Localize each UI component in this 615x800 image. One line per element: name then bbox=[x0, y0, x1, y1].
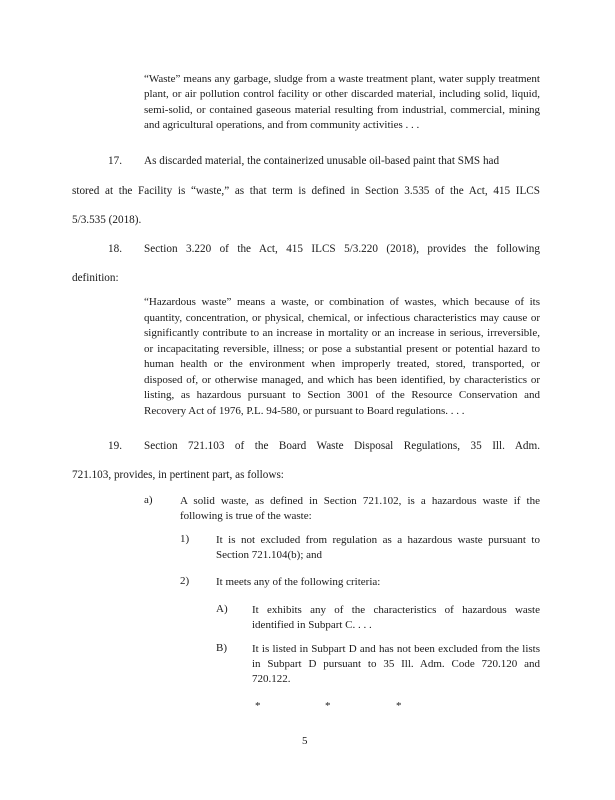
list-item-a-text: A solid waste, as defined in Section 721.102, is a hazardous waste if the following is true of the waste: bbox=[180, 495, 540, 522]
hazardous-waste-definition-quote: “Hazardous waste” means a waste, or combination of wastes, which because of its quantity, concentration, or physical, chemical, or infectious characteristics may cause or significantly contribute to an increase in mortality or an increase in serious, irreversible, or incapacitating reversible, illness; or pose a substantial present or potential hazard to human health or the environment when improperly treated, stored, transported, or disposed of, or otherwise managed, and which has been identified, by characteristics or listing, as hazardous pursuant to Section 3001 of the Resource Conservation and Recovery Act of 1976, P.L. 94-580, or pursuant to Board regulations. . . . bbox=[144, 296, 540, 417]
list-item-1-text: It is not excluded from regulation as a hazardous waste pursuant to Section 721.104(b); and bbox=[216, 534, 540, 561]
paragraph-18-line-2: definition: bbox=[72, 272, 119, 284]
waste-definition-quote: “Waste” means any garbage, sludge from a waste treatment plant, water supply treatment plant, or air pollution control facility or other discarded material, including solid, liquid, semi-solid, or contained gaseous material resulting from industrial, commercial, mining and agricultural operations, and from community activities . . . bbox=[144, 73, 540, 132]
paragraph-17-line-2: stored at the Facility is “waste,” as that term is defined in Section 3.535 of the Act, 415 ILCS bbox=[72, 185, 540, 197]
list-item-B-marker: B) bbox=[216, 642, 227, 654]
ellipsis-mark-3: * bbox=[396, 700, 402, 712]
list-item-2-marker: 2) bbox=[180, 575, 190, 587]
paragraph-17-line-3: 5/3.535 (2018). bbox=[72, 214, 142, 226]
paragraph-18-line-1: Section 3.220 of the Act, 415 ILCS 5/3.220 (2018), provides the following bbox=[144, 243, 540, 255]
page-number: 5 bbox=[302, 735, 308, 747]
paragraph-19-line-1: Section 721.103 of the Board Waste Disposal Regulations, 35 Ill. Adm. bbox=[144, 440, 540, 452]
paragraph-17-number: 17. bbox=[108, 155, 122, 167]
paragraph-19-line-2: 721.103, provides, in pertinent part, as follows: bbox=[72, 469, 284, 481]
paragraph-19-number: 19. bbox=[108, 440, 122, 452]
list-item-a-marker: a) bbox=[144, 494, 153, 506]
list-item-2-text: It meets any of the following criteria: bbox=[216, 576, 381, 588]
list-item-1-marker: 1) bbox=[180, 533, 190, 545]
ellipsis-mark-2: * bbox=[325, 700, 331, 712]
list-item-A-marker: A) bbox=[216, 603, 228, 615]
paragraph-17-line-1: As discarded material, the containerized unusable oil-based paint that SMS had bbox=[144, 155, 500, 167]
ellipsis-mark-1: * bbox=[255, 700, 261, 712]
list-item-A-text: It exhibits any of the characteristics of hazardous waste identified in Subpart C. . . . bbox=[252, 604, 540, 631]
paragraph-18-number: 18. bbox=[108, 243, 122, 255]
list-item-B-text: It is listed in Subpart D and has not been excluded from the lists in Subpart D pursuant to 35 Ill. Adm. Code 720.120 and 720.122. bbox=[252, 643, 540, 685]
